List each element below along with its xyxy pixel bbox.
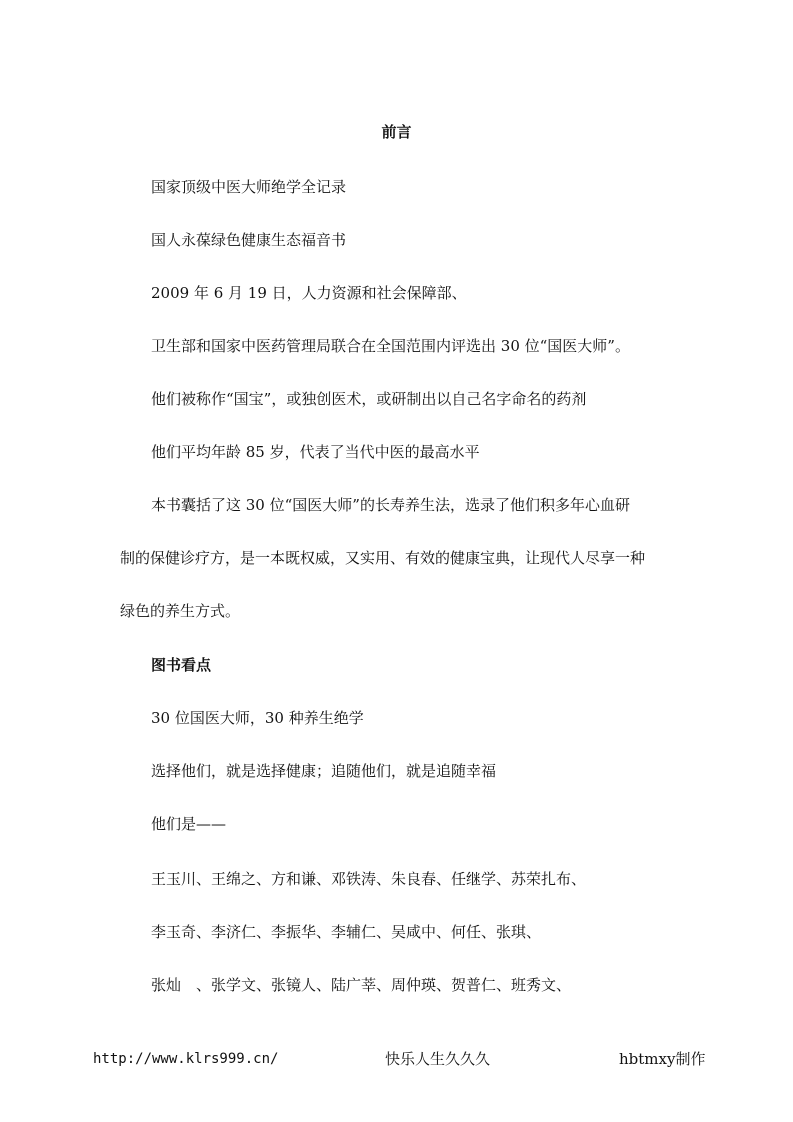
highlight-line-3: 他们是—— [151,815,227,833]
footer-credit: hbtmxy制作 [619,1050,706,1068]
preface-line-5: 他们被称作“国宝”，或独创医术，或研制出以自己名字命名的药剂 [151,390,587,408]
highlight-line-4: 王玉川、王绵之、方和谦、邓铁涛、朱良春、任继学、苏荣扎布、 [151,870,587,888]
highlight-line-5: 李玉奇、李济仁、李振华、李辅仁、吴咸中、何任、张琪、 [151,923,542,941]
preface-line-2: 国人永葆绿色健康生态福音书 [151,231,347,249]
preface-line-8: 制的保健诊疗方，是一本既权威，又实用、有效的健康宝典，让现代人尽享一种 [120,549,646,567]
preface-line-9: 绿色的养生方式。 [120,602,241,620]
preface-line-4: 卫生部和国家中医药管理局联合在全国范围内评选出 30 位“国医大师”。 [151,337,630,355]
highlight-line-6: 张灿 、张学文、张镜人、陆广莘、周仲瑛、贺普仁、班秀文、 [151,976,572,994]
page-title: 前言 [381,123,412,141]
section-title-highlights: 图书看点 [151,656,212,674]
footer-url-link[interactable]: http://www.klrs999.cn/ [93,1051,279,1067]
preface-line-6: 他们平均年龄 85 岁，代表了当代中医的最高水平 [151,443,480,461]
footer-slogan: 快乐人生久久久 [385,1050,491,1068]
preface-line-7: 本书囊括了这 30 位“国医大师”的长寿养生法，选录了他们积多年心血研 [151,496,630,514]
preface-line-3: 2009 年 6 月 19 日，人力资源和社会保障部、 [151,284,467,302]
highlight-line-2: 选择他们，就是选择健康；追随他们，就是追随幸福 [151,762,497,780]
preface-line-1: 国家顶级中医大师绝学全记录 [151,178,347,196]
highlight-line-1: 30 位国医大师，30 种养生绝学 [151,709,364,727]
